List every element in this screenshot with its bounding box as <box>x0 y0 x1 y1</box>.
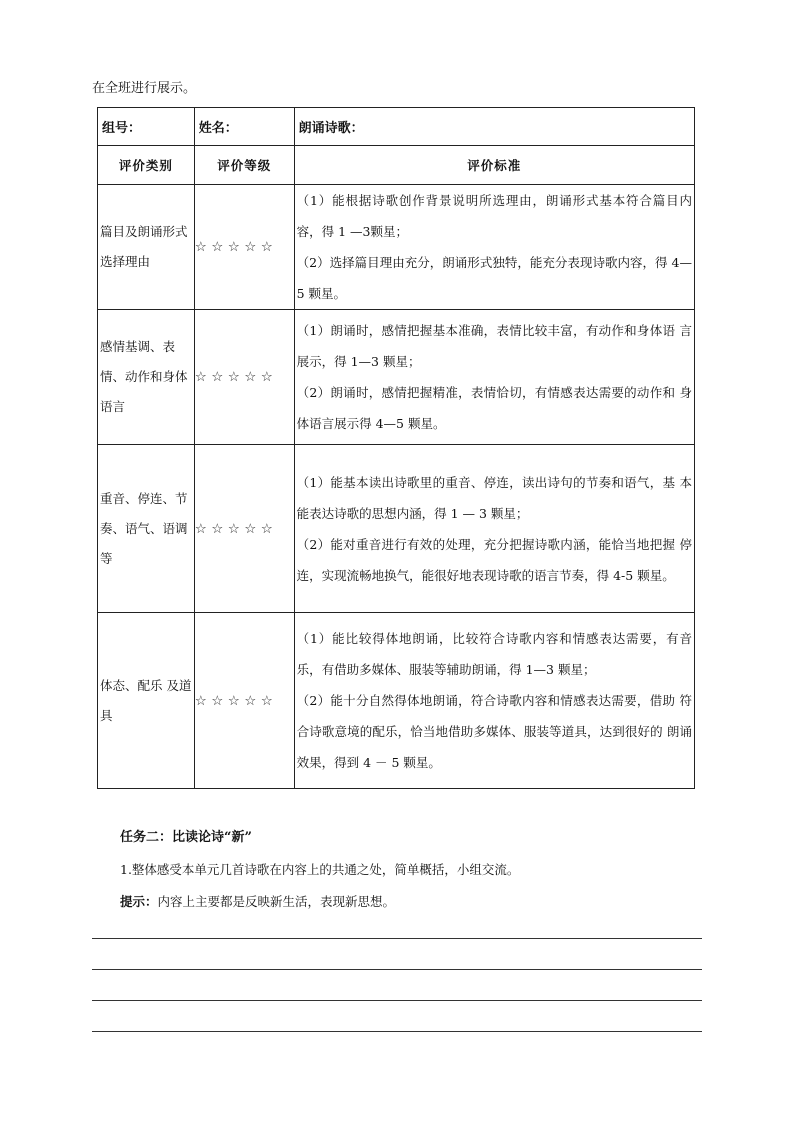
answer-line[interactable] <box>92 1031 702 1032</box>
criteria-cell <box>294 445 694 613</box>
student-name-field <box>194 108 294 146</box>
category-cell: 重音、停连、节奏、语气、语调等 <box>98 445 195 613</box>
criteria-cell <box>294 185 694 310</box>
evaluation-table <box>97 107 695 789</box>
hint-text: 内容上主要都是反映新生活，表现新思想。 <box>157 894 396 909</box>
table-row-form <box>98 108 695 146</box>
poem-title-label: 朗诵诗歌： <box>298 121 364 136</box>
header-category: 评价类别 <box>98 146 195 185</box>
table-row <box>98 445 695 613</box>
criteria-item: （2）选择篇目理由充分，朗诵形式独特，能充分表现诗歌内容，得 4—5 颗星。 <box>296 255 692 301</box>
table-row <box>98 613 695 789</box>
table-row <box>98 310 695 445</box>
hint-label: 提示： <box>120 894 158 909</box>
criteria-item: （1）能基本读出诗歌里的重音、停连，读出诗句的节奏和语气，基 本能表达诗歌的思想内涵，得 1 — 3 颗星； <box>296 474 692 521</box>
group-number-field <box>98 108 195 146</box>
criteria-item: （2）朗诵时，感情把握精准，表情恰切，有情感表达需要的动作和 身体语言展示得 4—5 颗星。 <box>296 385 692 431</box>
criteria-cell <box>294 310 694 445</box>
table-header-row <box>98 146 695 185</box>
hint-line <box>120 892 395 910</box>
criteria-item: （2）能十分自然得体地朗诵，符合诗歌内容和情感表达需要，借助 符合诗歌意境的配乐，恰当地借助多媒体、服装等道具，达到很好的 朗诵效果，得到 4 － 5 颗星。 <box>296 693 692 770</box>
task-two-item: 1.整体感受本单元几首诗歌在内容上的共通之处，简单概括，小组交流。 <box>120 862 520 877</box>
answer-line[interactable] <box>92 1000 702 1001</box>
poem-title-field <box>294 108 694 146</box>
category-cell: 篇目及朗诵形式 选择理由 <box>98 185 195 310</box>
criteria-item: （1）能根据诗歌创作背景说明所选理由，朗诵形式基本符合篇目内 容，得 1 —3颗星； <box>296 193 692 239</box>
star-rating: ☆☆☆☆☆ <box>194 445 294 613</box>
star-rating: ☆☆☆☆☆ <box>194 185 294 310</box>
criteria-cell <box>294 613 694 789</box>
header-rating: 评价等级 <box>194 146 294 185</box>
category-cell: 感情基调、表情、动作和身体语言 <box>98 310 195 445</box>
criteria-item: （2）能对重音进行有效的处理，充分把握诗歌内涵，能恰当地把握 停连，实现流畅地换气，能很好地表现诗歌的语言节奏，得 4-5 颗星。 <box>296 536 692 583</box>
header-criteria: 评价标准 <box>294 146 694 185</box>
table-row <box>98 185 695 310</box>
intro-text: 在全班进行展示。 <box>92 81 197 96</box>
answer-line[interactable] <box>92 938 702 939</box>
task-two-title: 任务二：比读论诗“新” <box>120 830 252 845</box>
criteria-item: （1）能比较得体地朗诵，比较符合诗歌内容和情感表达需要，有音 乐，有借助多媒体、服装等辅助朗诵，得 1—3 颗星； <box>296 631 692 677</box>
answer-line[interactable] <box>92 969 702 970</box>
group-number-label: 组号： <box>102 121 142 136</box>
student-name-label: 姓名： <box>198 121 238 136</box>
criteria-item: （1）朗诵时，感情把握基本准确，表情比较丰富，有动作和身体语 言展示，得 1—3 颗星； <box>296 323 692 369</box>
star-rating: ☆☆☆☆☆ <box>194 613 294 789</box>
star-rating: ☆☆☆☆☆ <box>194 310 294 445</box>
category-cell: 体态、配乐 及道具 <box>98 613 195 789</box>
